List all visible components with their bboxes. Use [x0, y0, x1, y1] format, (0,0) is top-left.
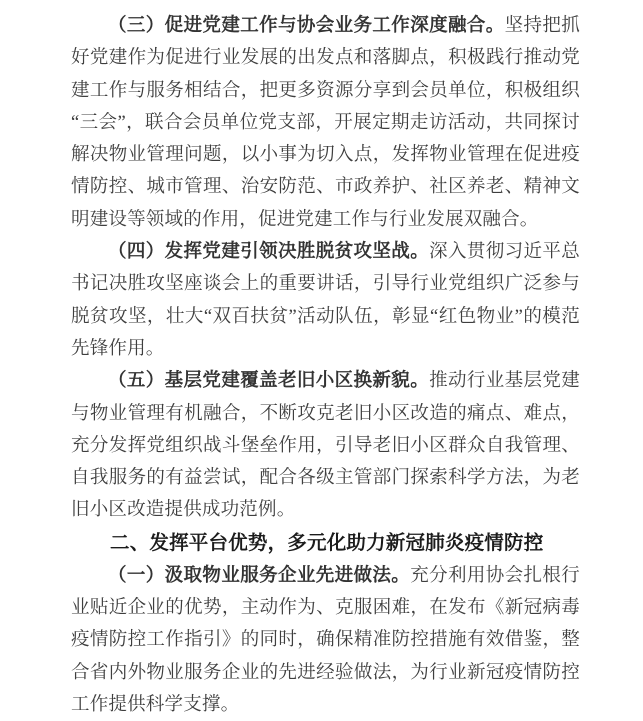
paragraph-body: 深入贯彻习近平总书记决胜攻坚座谈会上的重要讲话，引导行业党组织广泛参与脱贫攻坚，壮大“双百扶贫”活动队伍，彰显“红色物业”的模范先锋作用。 — [71, 242, 580, 359]
paragraph-body: 充分利用协会扎根行业贴近企业的优势，主动作为、克服困难，在发布《新冠病毒疫情防控工作指引》的同时，确保精准防控措施有效借鉴，整合省内外物业服务企业的先进经验做法，为行业新冠疫情防控工作提供科学支撑。 — [71, 565, 580, 715]
paragraph-body: 坚持把抓好党建作为促进行业发展的出发点和落脚点，积极践行推动党建工作与服务相结合，把更多资源分享到会员单位，积极组织“三会”，联合会员单位党支部，开展定期走访活动，共同探讨解决物业管理问题，以小事为切入点，发挥物业管理在促进疫情防控、城市管理、治安防范、市政养护、社区养老、精神文明建设等领域的作用，促进党建工作与行业发展双融合。 — [71, 16, 581, 230]
paragraph-lead: （五）基层党建覆盖老旧小区换新貌。 — [108, 371, 430, 392]
paragraph-item-1 — [71, 560, 580, 721]
paragraph-body: 推动行业基层党建与物业管理有机融合，不断攻克老旧小区改造的痛点、难点，充分发挥党组织战斗堡垒作用，引导老旧小区群众自我管理、自我服务的有益尝试，配合各级主管部门探索科学方法，为老旧小区改造提供成功范例。 — [71, 371, 580, 521]
paragraph-lead: （四）发挥党建引领决胜脱贫攻坚战。 — [108, 242, 430, 263]
paragraph-item-3 — [71, 10, 580, 236]
paragraph-item-4 — [71, 236, 580, 365]
paragraph-lead: （一）汲取物业服务企业先进做法。 — [108, 565, 411, 586]
paragraph-item-5 — [71, 365, 580, 526]
section-heading: 二、发挥平台优势，多元化助力新冠肺炎疫情防控 — [110, 531, 544, 554]
paragraph-lead: （三）促进党建工作与协会业务工作深度融合。 — [108, 16, 505, 36]
